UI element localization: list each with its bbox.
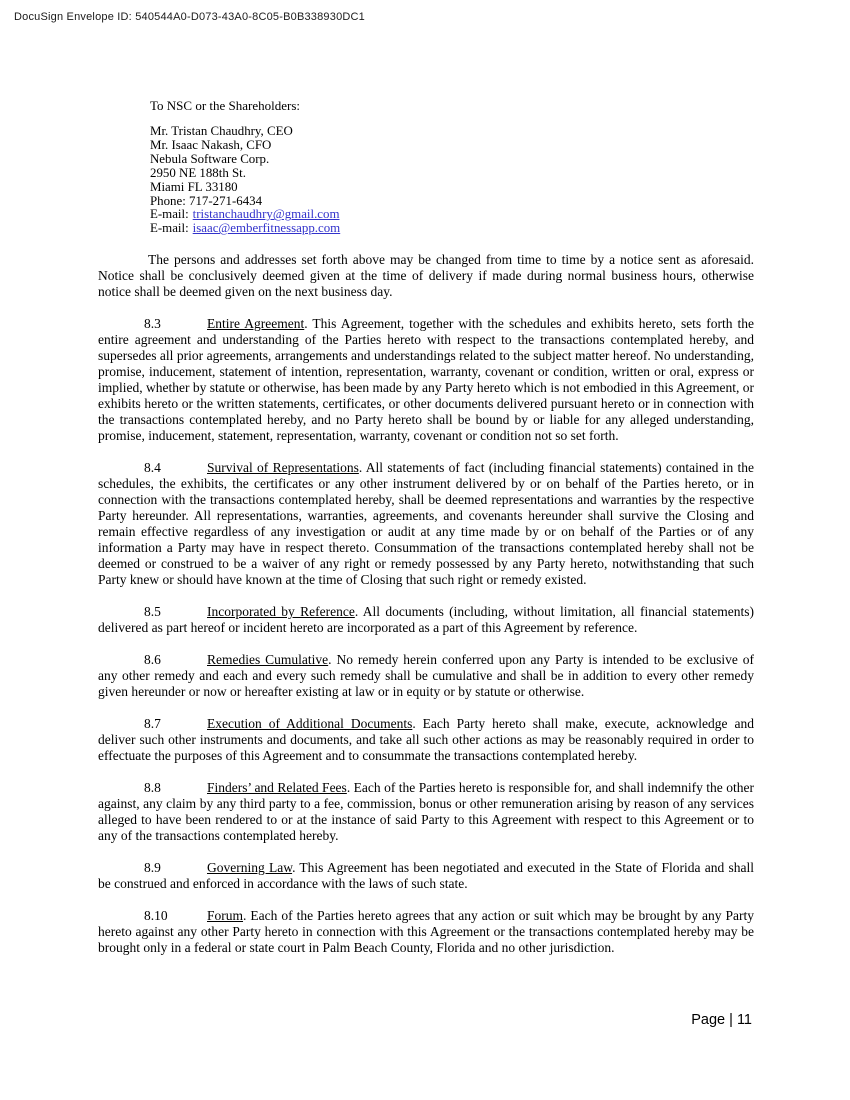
address-line-company: Nebula Software Corp. xyxy=(150,151,270,166)
section-body: . Each of the Parties hereto is responsible for, and shall indemnify the other against, any claim by any third party to a fee, commission, bonus or other remuneration arising by reason of any services alleged to have been rendered to or at the instance of said Party to this Agreement with respect to this Agreement or to any of the transactions contemplated hereby. xyxy=(98,780,754,844)
email-link-isaac[interactable]: isaac@emberfitnessapp.com xyxy=(192,221,341,236)
section-heading: Entire Agreement xyxy=(207,316,305,332)
section-body: . All statements of fact (including financial statements) contained in the schedules, the exhibits, the certificates or any other instrument delivered by or on behalf of the Parties hereto, or in connection with the transactions contemplated hereby, shall be deemed representations and warranties by the respective Party hereunder. All representations, warranties, agreements, and covenants hereunder shall survive the Closing and remain effective regardless of any investigation or audit at any time made by or on behalf of the Parties or of any information a Party may have in respect thereto. Consummation of the transactions contemplated hereby shall not be deemed or construed to be a waiver of any right or remedy possessed by any Party hereto, notwithstanding that such Party knew or should have known at the time of Closing that such right or remedy existed. xyxy=(98,460,754,588)
section-number: 8.10 xyxy=(144,908,168,924)
address-line-name-2: Mr. Isaac Nakash, CFO xyxy=(150,137,272,152)
section-8-8 xyxy=(98,780,754,844)
page-number: Page | 11 xyxy=(691,1012,752,1028)
section-heading: Remedies Cumulative xyxy=(207,652,329,668)
section-heading: Incorporated by Reference xyxy=(207,604,355,620)
section-8-4 xyxy=(98,460,754,588)
section-number: 8.5 xyxy=(144,604,161,620)
email-link-tristan[interactable]: tristanchaudhry@gmail.com xyxy=(192,207,340,222)
section-body: . All documents (including, without limitation, all financial statements) delivered as part hereof or incident hereto are incorporated as a part of this Agreement by reference. xyxy=(98,604,754,636)
email-label: E-mail: xyxy=(150,221,189,236)
section-number: 8.9 xyxy=(144,860,161,876)
address-line-name-1: Mr. Tristan Chaudhry, CEO xyxy=(150,124,293,138)
section-8-9 xyxy=(98,860,754,892)
section-heading: Forum xyxy=(207,908,244,924)
section-number: 8.4 xyxy=(144,460,161,476)
address-line-city: Miami FL 33180 xyxy=(150,179,238,194)
section-8-10 xyxy=(98,908,754,956)
email-line xyxy=(150,222,754,236)
section-number: 8.7 xyxy=(144,716,161,732)
section-8-7 xyxy=(98,716,754,764)
section-heading: Survival of Representations xyxy=(207,460,359,476)
section-number: 8.6 xyxy=(144,652,161,668)
section-8-6 xyxy=(98,652,754,700)
section-heading: Governing Law xyxy=(207,860,293,876)
section-body: . This Agreement has been negotiated and executed in the State of Florida and shall be construed and enforced in accordance with the laws of such state. xyxy=(98,860,754,892)
section-heading: Finders’ and Related Fees xyxy=(207,780,347,796)
section-body: . Each of the Parties hereto agrees that any action or suit which may be brought by any Party hereto against any other Party hereto in connection with this Agreement or the transactions contemplated hereby may be brought only in a federal or state court in Palm Beach County, Florida and no other jurisdiction. xyxy=(98,908,754,956)
docusign-envelope-id: DocuSign Envelope ID: 540544A0-D073-43A0-8C05-B0B338930DC1 xyxy=(14,11,365,23)
address-line-street: 2950 NE 188th St. xyxy=(150,165,246,180)
section-number: 8.8 xyxy=(144,780,161,796)
section-number: 8.3 xyxy=(144,316,161,332)
address-line-phone: Phone: 717-271-6434 xyxy=(150,193,263,208)
section-body: . Each Party hereto shall make, execute, acknowledge and deliver such other instruments and documents, and take all such other actions as may be reasonably required in order to effectuate the purposes of this Agreement and to consummate the transactions contemplated hereby. xyxy=(98,716,754,764)
section-body: . No remedy herein conferred upon any Party is intended to be exclusive of any other remedy and each and every such remedy shall be cumulative and shall be in addition to every other remedy given hereunder or now or hereafter existing at law or in equity or by statute or otherwise. xyxy=(98,652,754,700)
section-8-3 xyxy=(98,316,754,444)
email-label: E-mail: xyxy=(150,207,189,222)
document-body xyxy=(98,99,754,956)
section-body: . This Agreement, together with the schedules and exhibits hereto, sets forth the entire agreement and understanding of the Parties hereto with respect to the transactions contemplated hereby, and supersedes all prior agreements, arrangements and understandings related to the subject matter hereof. No understanding, promise, inducement, statement of intention, representation, warranty, covenant or condition, written or oral, express or implied, whether by statute or otherwise, has been made by any Party hereto which is not embodied in this Agreement, or exhibits hereto or the written statements, certificates, or other documents delivered pursuant hereto or in connection with the transactions contemplated hereby, and no Party hereto shall be bound by or liable for any alleged understanding, promise, inducement, statement, representation, warranty, covenant or condition not so set forth. xyxy=(98,316,754,444)
section-heading: Execution of Additional Documents xyxy=(207,716,413,732)
salutation: To NSC or the Shareholders: xyxy=(150,98,301,113)
recipient-address-block xyxy=(150,125,754,236)
email-line xyxy=(150,208,754,222)
section-8-5 xyxy=(98,604,754,636)
notice-paragraph: The persons and addresses set forth above may be changed from time to time by a notice sent as aforesaid. Notice shall be conclusively deemed given at the time of delivery if made during normal business hours, otherwise notice shall be deemed given on the next business day. xyxy=(98,252,754,300)
